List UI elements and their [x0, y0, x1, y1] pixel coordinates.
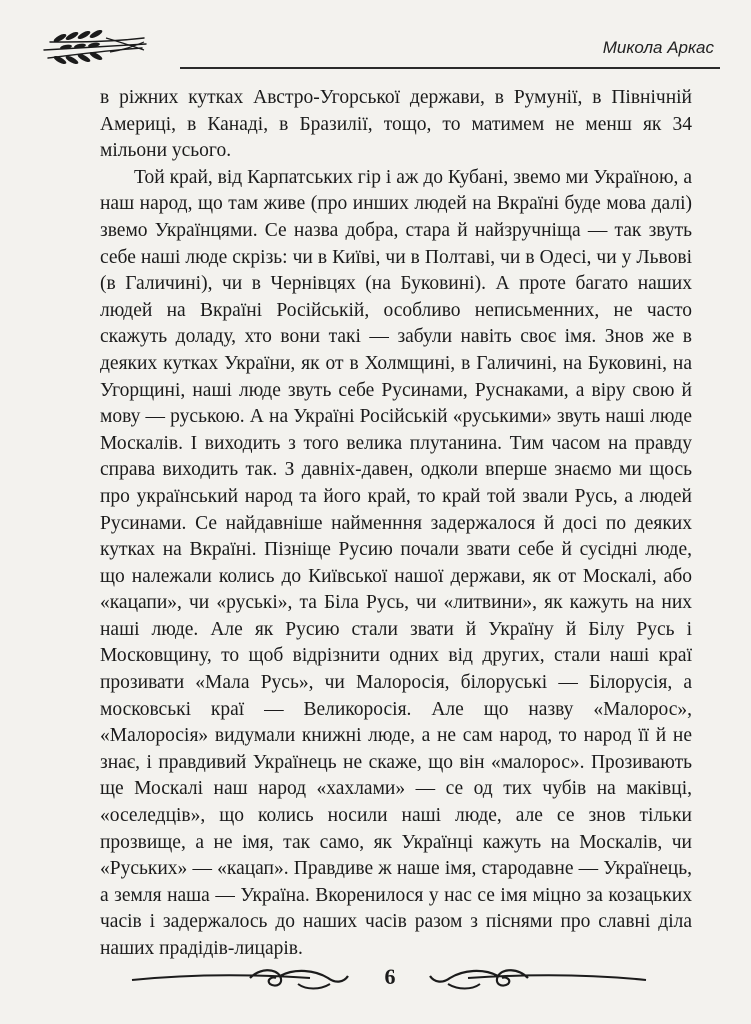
running-head-author: Микола Аркас: [602, 38, 714, 57]
flourish-left-icon: [130, 964, 350, 992]
body-text: [100, 85, 692, 963]
paragraph: Той край, від Карпатських гір і аж до Кубані, звемо ми Україною, а наш народ, що там живе (про инших людей на Вкраїні буде мова далі) звемо Українцями. Се назва добра, стара й найзручніща — так звуть себе наші люде скрізь: чи в Київі, чи в Полтаві, чи в Одесі, чи у Львові (в Галичині), чи в Чернівцях (на Буковині). А проте багато наших людей на Вкраїні Російській, особливо неписьменних, не часто скажуть доладу, хто вони такі — забули навіть своє імя. Знов же в деяких кутках України, як от в Холмщині, в Галичині, на Буковині, на Угорщині, наші люде звуть себе Русинами, Руснаками, а віру свою й мову — руською. А на Україні Російській «руськими» звуть наші люде Москалів. І виходить з того велика плутанина. Тим часом на правду справа виходить так. З давніх-давен, одколи вперше знаємо ми щось про український народ та його край, то край той звали Русь, а людей Русинами. Се найдавніше найменння задержалося й досі по деяких кутках на Вкраїні. Пізніще Русию почали звати себе й сусідні люде, що належали колись до Київської нашої держави, як от Москалі, або «кацапи», чи «руські», та Біла Русь, чи «литвини», як кажуть на них наші люде. Але як Русию стали звати й Україну й Білу Русь і Московщину, то щоб відрізнити одних від других, стали наші краї прозивати «Мала Русь», чи Малоросія, білоруські — Білорусія, а московські краї — Великоросія. Але що назву «Малорос», «Малоросія» видумали книжні люде, а не сам народ, то народ її й не знає, і правдивий Українець не скаже, що він «малорос». Прозивають ще Москалі наш народ «хахлами» — се од тих чубів на маківці, «оселедців», що колись носили наші люде, але се знов тільки прозвище, а не імя, так само, як Українці кажуть на Москалів, чи «Руських» — «кацап». Правдиве ж наше імя, стародавне — Українець, а земля наша — Україна. Вкоренилося у нас се імя міцно за козацьких часів і задержалось до наших часів разом з піснями про славні діла наших прадідів-лицарів.: [100, 166, 692, 959]
page-footer: [130, 958, 650, 998]
flourish-right-icon: [428, 964, 648, 992]
page-header: [40, 18, 720, 78]
paragraph: в ріжних кутках Австро-Угорської держави, в Румунії, в Північній Америці, в Канаді, в Бразилії, тощо, то матимем не менш як 34 мільони усього.: [100, 87, 692, 162]
header-rule: [180, 67, 720, 69]
page-number: 6: [384, 964, 396, 989]
wheat-ornament-icon: [40, 20, 150, 72]
